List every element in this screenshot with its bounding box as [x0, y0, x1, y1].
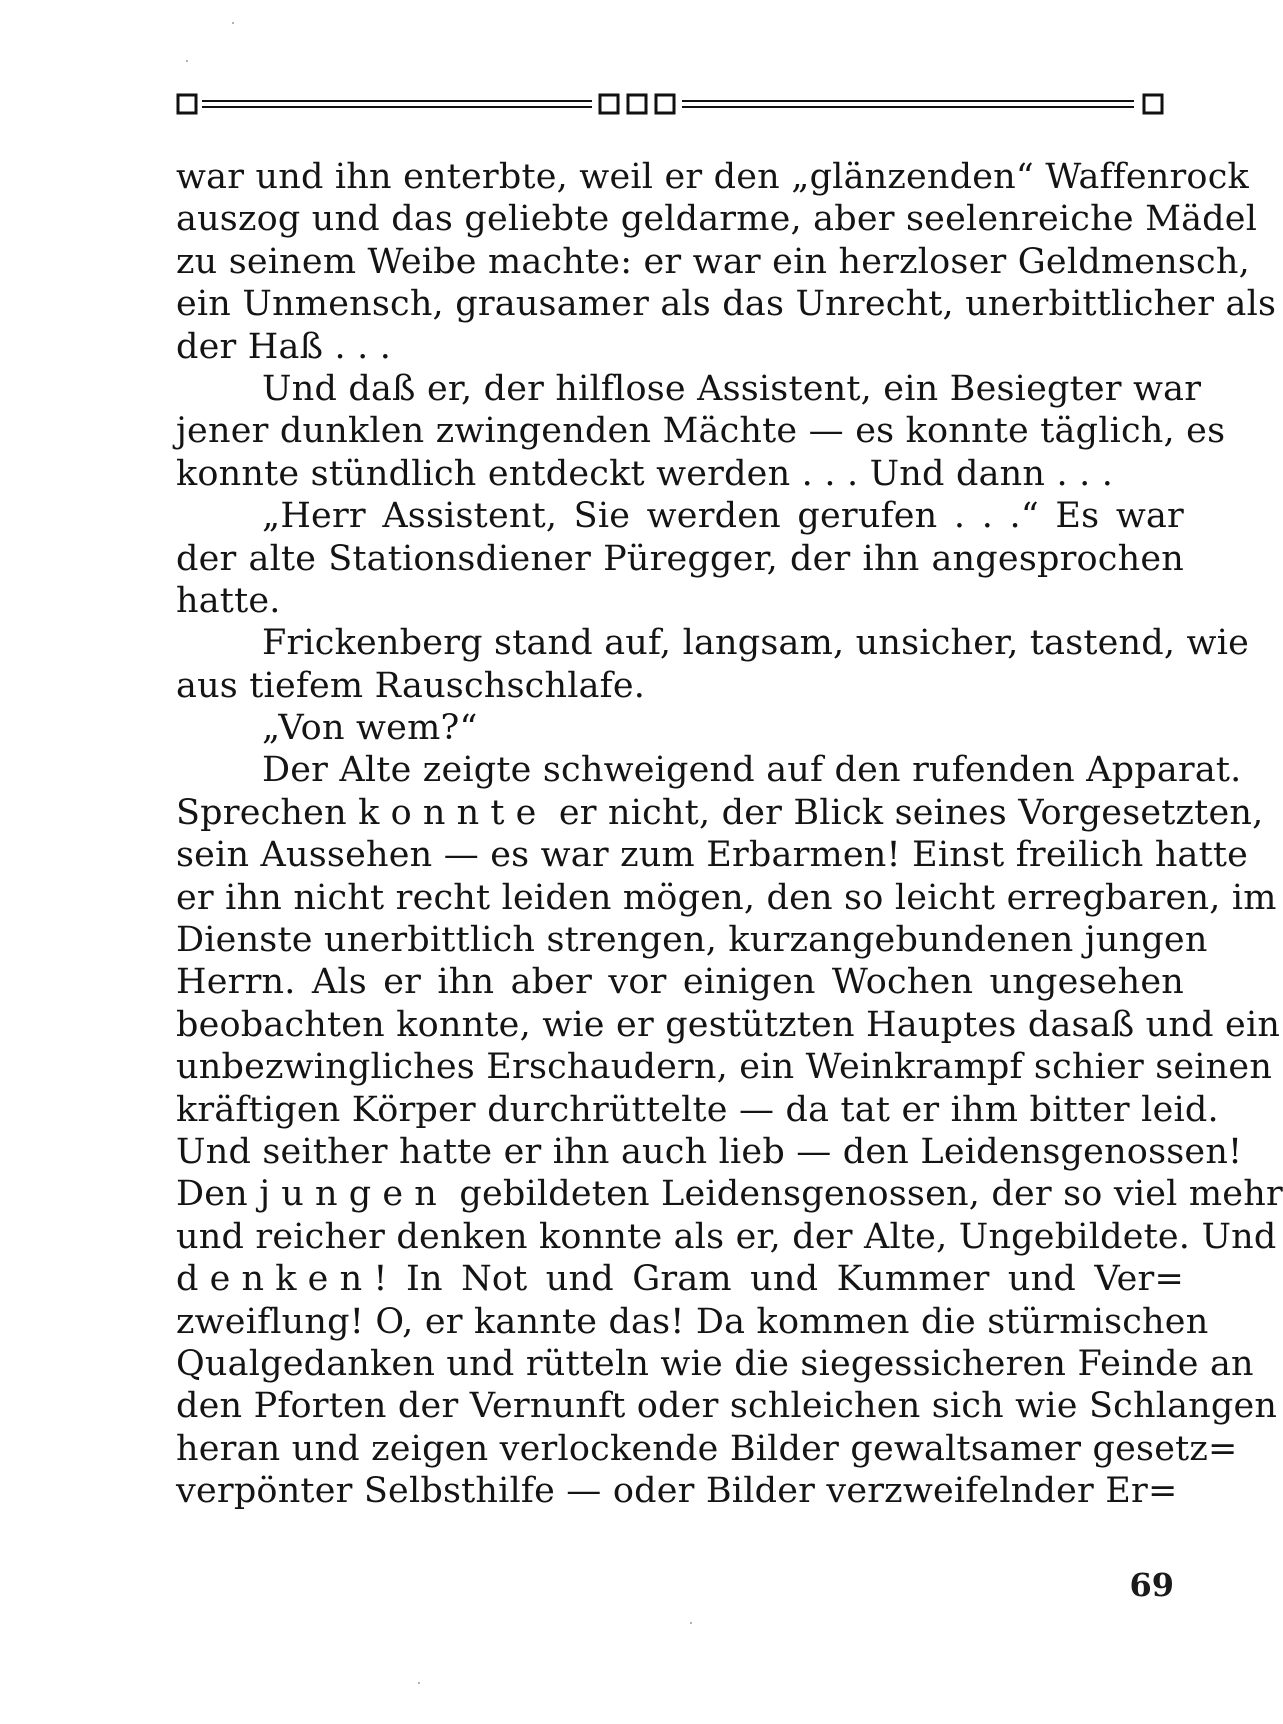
text-line: war und ihn enterbte, weil er den „glänzenden“ Waffenrock [176, 157, 1249, 197]
text-line: „Von wem?“ [262, 708, 478, 749]
text-line: heran und zeigen verlockende Bilder gewaltsamer gesetz= [176, 1428, 1238, 1469]
text-line: zweiflung! O, er kannte das! Da kommen die stürmischen [176, 1301, 1209, 1342]
text-line: der Haß . . . [176, 326, 392, 367]
text-line: und reicher denken konnte als er, der Alte, Ungebildete. Und [176, 1216, 1277, 1257]
text-line: er ihn nicht recht leiden mögen, den so leicht erregbaren, im [176, 877, 1277, 918]
text-line: Und seither hatte er ihn auch lieb — den Leidensgenossen! [176, 1131, 1243, 1172]
header-ornament [176, 90, 1184, 120]
text-line: hatte. [176, 580, 281, 621]
text-line: denken! In Not und Gram und Kummer und Ver= [176, 1259, 1184, 1300]
ornament-rule-graphic [176, 90, 1184, 120]
text-line: der alte Stationsdiener Püregger, der ihn angesprochen [176, 538, 1184, 579]
text-line: verpönter Selbsthilfe — oder Bilder verzweifelnder Er= [176, 1471, 1178, 1512]
paper-speck [186, 60, 188, 62]
text-line: Den jungen gebildeten Leidensgenossen, der so viel mehr [176, 1174, 1283, 1215]
text-line: „Herr Assistent, Sie werden gerufen . . .“ Es war [262, 496, 1184, 537]
paper-speck [418, 1682, 420, 1684]
text-line: Und daß er, der hilflose Assistent, ein Besiegter war [262, 368, 1202, 409]
text-line: beobachten konnte, wie er gestützten Hauptes dasaß und ein [176, 1004, 1281, 1045]
emphasis-spaced: denken [176, 1259, 374, 1300]
emphasis-spaced: konnte [358, 792, 548, 833]
text-line: jener dunklen zwingenden Mächte — es konnte täglich, es [176, 411, 1226, 452]
text-line: Herrn. Als er ihn aber vor einigen Wochen ungesehen [176, 962, 1184, 1003]
text-line: unbezwingliches Erschaudern, ein Weinkrampf schier seinen [176, 1047, 1273, 1088]
text-line: Sprechen konnte er nicht, der Blick seines Vorgesetzten, [176, 792, 1264, 833]
text-line: aus tiefem Rauschschlafe. [176, 665, 646, 706]
text-line: Dienste unerbittlich strengen, kurzangebundenen jungen [176, 920, 1208, 961]
page-number: 69 [1129, 1566, 1174, 1604]
text-line: auszog und das geliebte geldarme, aber seelenreiche Mädel [176, 199, 1258, 240]
text-line: Der Alte zeigte schweigend auf den rufenden Apparat. [262, 750, 1242, 791]
text-line: den Pforten der Vernunft oder schleichen sich wie Schlangen [176, 1386, 1278, 1427]
text-line: konnte stündlich entdeckt werden . . . Und dann . . . [176, 453, 1114, 494]
text-line: sein Aussehen — es war zum Erbarmen! Einst freilich hatte [176, 835, 1249, 876]
text-line: ein Unmensch, grausamer als das Unrecht, unerbittlicher als [176, 284, 1277, 325]
paper-speck [690, 1622, 692, 1624]
text-line: zu seinem Weibe machte: er war ein herzloser Geldmensch, [176, 241, 1250, 282]
text-line: Qualgedanken und rütteln wie die siegessicheren Feinde an [176, 1343, 1254, 1384]
text-line: Frickenberg stand auf, langsam, unsicher, tastend, wie [262, 623, 1250, 664]
emphasis-spaced: jungen [259, 1174, 449, 1215]
text-line: kräftigen Körper durchrüttelte — da tat er ihm bitter leid. [176, 1089, 1219, 1130]
paper-speck [232, 22, 234, 24]
body-text [176, 156, 1283, 1513]
